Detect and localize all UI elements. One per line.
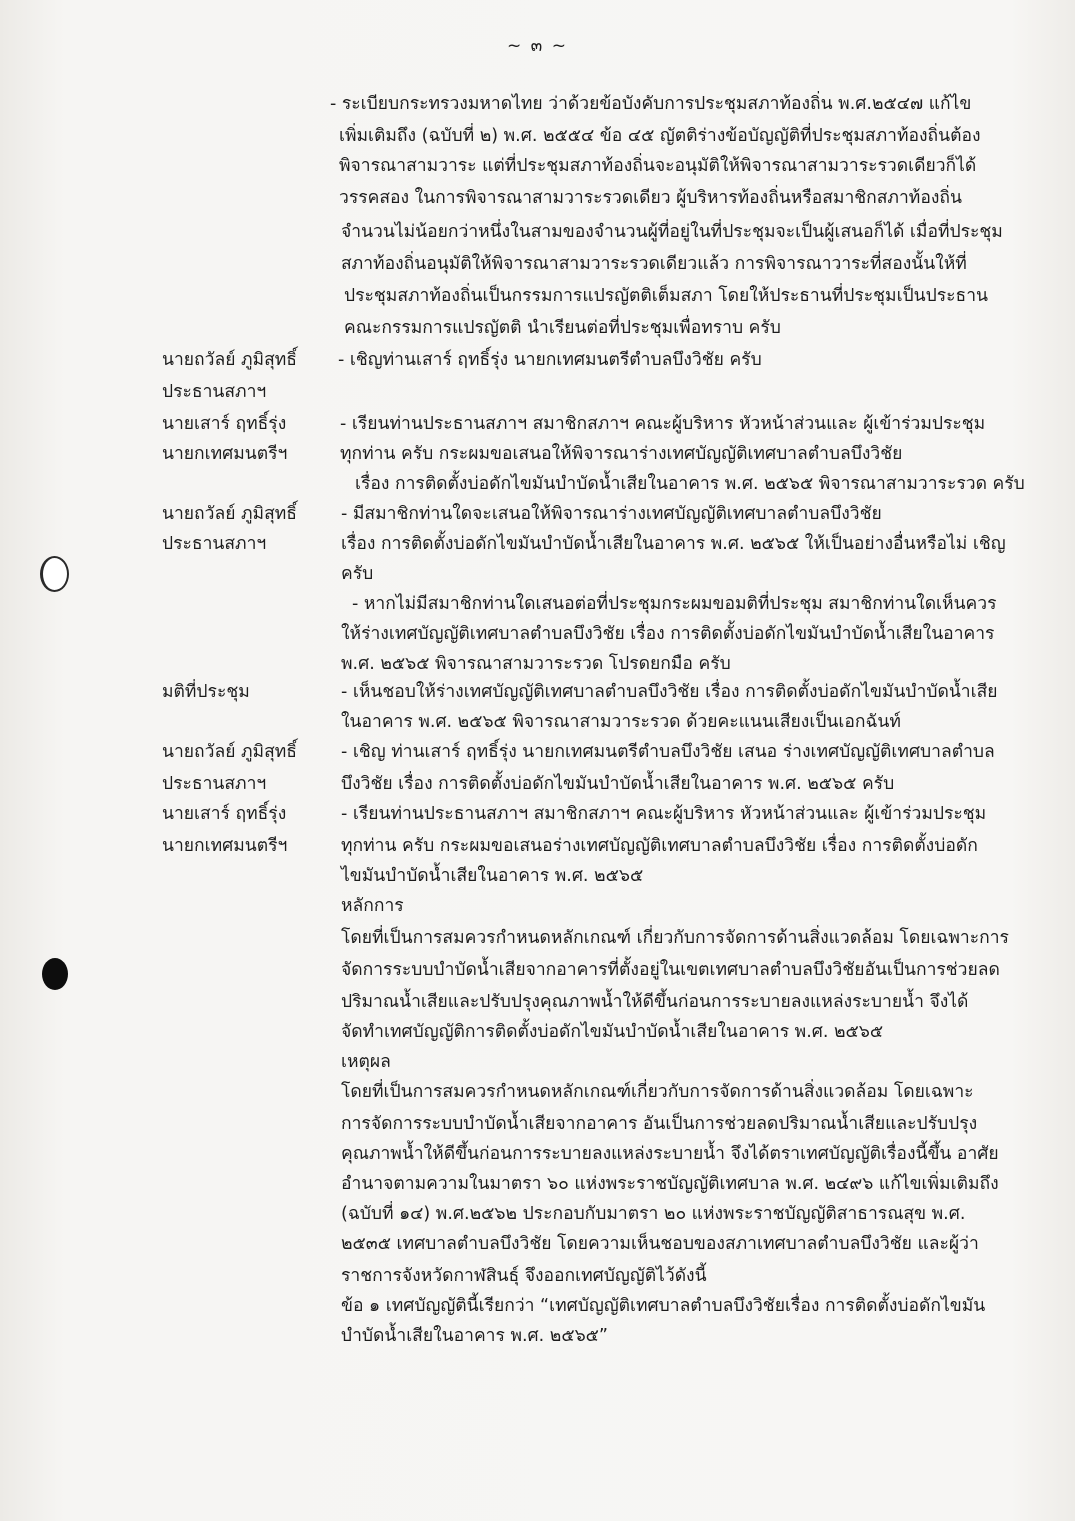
section-heading: เหตุผล	[341, 1052, 391, 1072]
speaker-role: ประธานสภาฯ	[162, 774, 267, 794]
body-line: บำบัดน้ำเสียในอาคาร พ.ศ. ๒๕๖๕”	[341, 1326, 608, 1346]
body-line: คุณภาพน้ำให้ดีขึ้นก่อนการระบายลงแหล่งระบายน้ำ จึงได้ตราเทศบัญญัติเรื่องนี้ขึ้น อาศัย	[341, 1144, 999, 1164]
body-line: (ฉบับที่ ๑๔) พ.ศ.๒๕๖๒ ประกอบกับมาตรา ๒๐ แห่งพระราชบัญญัติสาธารณสุข พ.ศ.	[341, 1204, 966, 1224]
body-line: - มีสมาชิกท่านใดจะเสนอให้พิจารณาร่างเทศบัญญัติเทศบาลตำบลบึงวิชัย	[341, 504, 882, 524]
body-line: สภาท้องถิ่นอนุมัติให้พิจารณาสามวาระรวดเดียวแล้ว การพิจารณาวาระที่สองนั้นให้ที่	[341, 254, 967, 274]
body-line: วรรคสอง ในการพิจารณาสามวาระรวดเดียว ผู้บริหารท้องถิ่นหรือสมาชิกสภาท้องถิ่น	[339, 188, 962, 208]
body-line: ครับ	[341, 564, 374, 584]
body-line: เรื่อง การติดตั้งบ่อดักไขมันบำบัดน้ำเสียในอาคาร พ.ศ. ๒๕๖๕ ให้เป็นอย่างอื่นหรือไม่ เชิญ	[341, 534, 1006, 554]
speaker-role: นายกเทศมนตรีฯ	[162, 836, 288, 856]
body-line: ทุกท่าน ครับ กระผมขอเสนอร่างเทศบัญญัติเทศบาลตำบลบึงวิชัย เรื่อง การติดตั้งบ่อดัก	[341, 836, 978, 856]
body-line: พิจารณาสามวาระ แต่ที่ประชุมสภาท้องถิ่นจะอนุมัติให้พิจารณาสามวาระรวดเดียวก็ได้	[339, 156, 977, 176]
body-line: โดยที่เป็นการสมควรกำหนดหลักเกณฑ์เกี่ยวกับการจัดการด้านสิ่งแวดล้อม โดยเฉพาะ	[341, 1082, 974, 1102]
speaker-role: ประธานสภาฯ	[162, 382, 267, 402]
resolution-label: มติที่ประชุม	[162, 682, 250, 702]
resolution-text: - เห็นชอบให้ร่างเทศบัญญัติเทศบาลตำบลบึงวิชัย เรื่อง การติดตั้งบ่อดักไขมันบำบัดน้ำเสีย	[341, 682, 998, 702]
punch-hole-icon	[40, 556, 69, 592]
body-line: อำนาจตามความในมาตรา ๖๐ แห่งพระราชบัญญัติเทศบาล พ.ศ. ๒๔๙๖ แก้ไขเพิ่มเติมถึง	[341, 1174, 999, 1194]
speaker-name: นายถวัลย์ ภูมิสุทธิ์	[162, 742, 297, 762]
body-line: - เรียนท่านประธานสภาฯ สมาชิกสภาฯ คณะผู้บริหาร หัวหน้าส่วนและ ผู้เข้าร่วมประชุม	[341, 804, 987, 824]
body-line: ๒๕๓๕ เทศบาลตำบลบึงวิชัย โดยความเห็นชอบของสภาเทศบาลตำบลบึงวิชัย และผู้ว่า	[341, 1234, 979, 1254]
page-number: ~ ๓ ~	[507, 36, 568, 56]
body-line: จัดทำเทศบัญญัติการติดตั้งบ่อดักไขมันบำบัดน้ำเสียในอาคาร พ.ศ. ๒๕๖๕	[341, 1022, 884, 1042]
resolution-text: ในอาคาร พ.ศ. ๒๕๖๕ พิจารณาสามวาระรวด ด้วยคะแนนเสียงเป็นเอกฉันท์	[341, 712, 901, 732]
body-line: ให้ร่างเทศบัญญัติเทศบาลตำบลบึงวิชัย เรื่อง การติดตั้งบ่อดักไขมันบำบัดน้ำเสียในอาคาร	[341, 624, 995, 644]
body-line: คณะกรรมการแปรญัตติ นำเรียนต่อที่ประชุมเพื่อทราบ ครับ	[344, 318, 781, 338]
body-line: ประชุมสภาท้องถิ่นเป็นกรรมการแปรญัตติเต็มสภา โดยให้ประธานที่ประชุมเป็นประธาน	[344, 286, 988, 306]
speaker-role: ประธานสภาฯ	[162, 534, 267, 554]
speaker-name: นายถวัลย์ ภูมิสุทธิ์	[162, 504, 297, 524]
body-line: - เรียนท่านประธานสภาฯ สมาชิกสภาฯ คณะผู้บริหาร หัวหน้าส่วนและ ผู้เข้าร่วมประชุม	[340, 414, 986, 434]
body-line: ปริมาณน้ำเสียและปรับปรุงคุณภาพน้ำให้ดีขึ้นก่อนการระบายลงแหล่งระบายน้ำ จึงได้	[341, 992, 969, 1012]
body-line: ข้อ ๑ เทศบัญญัตินี้เรียกว่า “เทศบัญญัติเทศบาลตำบลบึงวิชัยเรื่อง การติดตั้งบ่อดักไขมัน	[341, 1296, 986, 1316]
body-line: ทุกท่าน ครับ กระผมขอเสนอให้พิจารณาร่างเทศบัญญัติเทศบาลตำบลบึงวิชัย	[340, 444, 903, 464]
body-line: พ.ศ. ๒๕๖๕ พิจารณาสามวาระรวด โปรดยกมือ ครับ	[341, 654, 731, 674]
body-line: - ระเบียบกระทรวงมหาดไทย ว่าด้วยข้อบังคับการประชุมสภาท้องถิ่น พ.ศ.๒๕๔๗ แก้ไข	[330, 94, 972, 114]
section-heading: หลักการ	[341, 896, 404, 916]
body-line: บึงวิชัย เรื่อง การติดตั้งบ่อดักไขมันบำบัดน้ำเสียในอาคาร พ.ศ. ๒๕๖๕ ครับ	[341, 774, 895, 794]
body-line: - เชิญ ท่านเสาร์ ฤทธิ์รุ่ง นายกเทศมนตรีตำบลบึงวิชัย เสนอ ร่างเทศบัญญัติเทศบาลตำบล	[341, 742, 995, 762]
body-line: - หากไม่มีสมาชิกท่านใดเสนอต่อที่ประชุมกระผมขอมติที่ประชุม สมาชิกท่านใดเห็นควร	[352, 594, 997, 614]
body-line: จำนวนไม่น้อยกว่าหนึ่งในสามของจำนวนผู้ที่อยู่ในที่ประชุมจะเป็นผู้เสนอก็ได้ เมื่อที่ประชุม	[341, 222, 1003, 242]
body-line: โดยที่เป็นการสมควรกำหนดหลักเกณฑ์ เกี่ยวกับการจัดการด้านสิ่งแวดล้อม โดยเฉพาะการ	[341, 928, 1009, 948]
body-line: การจัดการระบบบำบัดน้ำเสียจากอาคาร อันเป็นการช่วยลดปริมาณน้ำเสียและปรับปรุง	[341, 1114, 978, 1134]
speaker-name: นายเสาร์ ฤทธิ์รุ่ง	[162, 414, 287, 434]
body-line: จัดการระบบบำบัดน้ำเสียจากอาคารที่ตั้งอยู่ในเขตเทศบาลตำบลบึงวิชัยอันเป็นการช่วยลด	[341, 960, 1000, 980]
body-line: เพิ่มเติมถึง (ฉบับที่ ๒) พ.ศ. ๒๕๕๔ ข้อ ๔๕ ญัตติร่างข้อบัญญัติที่ประชุมสภาท้องถิ่นต้อง	[339, 126, 981, 146]
speaker-name: นายถวัลย์ ภูมิสุทธิ์	[162, 350, 297, 370]
body-line: ราชการจังหวัดกาฬสินธุ์ จึงออกเทศบัญญัติไว้ดังนี้	[341, 1266, 707, 1286]
punch-hole-icon	[42, 958, 68, 990]
speaker-role: นายกเทศมนตรีฯ	[162, 444, 288, 464]
body-line: ไขมันบำบัดน้ำเสียในอาคาร พ.ศ. ๒๕๖๕	[341, 866, 644, 886]
body-line: เรื่อง การติดตั้งบ่อดักไขมันบำบัดน้ำเสียในอาคาร พ.ศ. ๒๕๖๕ พิจารณาสามวาระรวด ครับ	[355, 474, 1025, 494]
body-line: - เชิญท่านเสาร์ ฤทธิ์รุ่ง นายกเทศมนตรีตำบลบึงวิชัย ครับ	[338, 350, 762, 370]
speaker-name: นายเสาร์ ฤทธิ์รุ่ง	[162, 804, 287, 824]
